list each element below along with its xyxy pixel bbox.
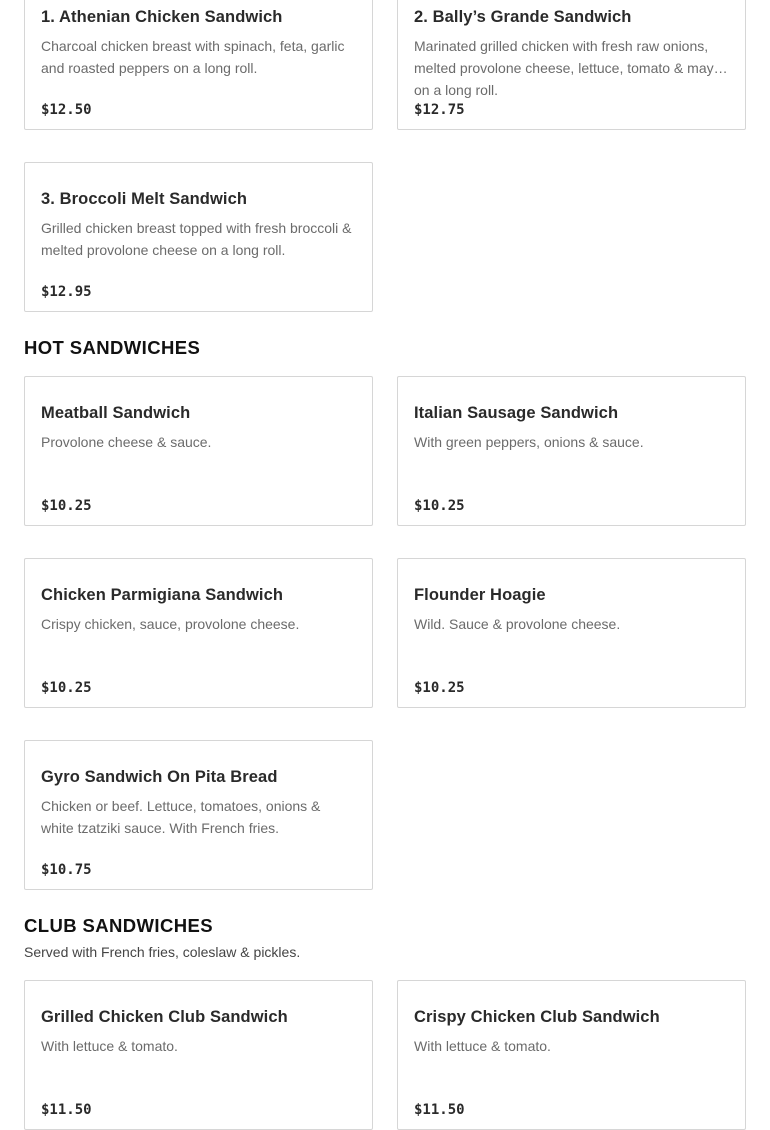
menu-item-price: $12.75: [414, 102, 465, 118]
menu-item-card[interactable]: [24, 558, 373, 708]
menu-item-price: $12.50: [41, 102, 92, 118]
menu-item-card[interactable]: [24, 980, 373, 1130]
menu-item-description: Chicken or beef. Lettuce, tomatoes, onions & white tzatziki sauce. With French fries.: [41, 798, 321, 836]
menu-items-grid: [24, 980, 746, 1130]
section-title-hot-sandwiches: HOT SANDWICHES: [24, 337, 201, 358]
menu-item-description: Charcoal chicken breast with spinach, feta, garlic and roasted peppers on a long roll.: [41, 38, 345, 76]
menu-items-grid: [24, 0, 746, 312]
menu-item-description: With lettuce & tomato.: [41, 1038, 178, 1054]
menu-item-card[interactable]: [24, 0, 373, 130]
menu-item-card[interactable]: [397, 0, 746, 130]
menu-item-name: 3. Broccoli Melt Sandwich: [41, 190, 248, 208]
menu-item-card[interactable]: [397, 558, 746, 708]
section-subtitle: Served with French fries, coleslaw & pickles.: [24, 944, 301, 960]
menu-item-name: Flounder Hoagie: [414, 586, 546, 604]
menu-item-description: Wild. Sauce & provolone cheese.: [414, 616, 621, 632]
menu-item-card[interactable]: [24, 376, 373, 526]
section-title-club-sandwiches: CLUB SANDWICHES: [24, 915, 213, 936]
menu-item-price: $10.25: [414, 680, 465, 696]
menu-item-description: Provolone cheese & sauce.: [41, 434, 212, 450]
menu-item-price: $10.25: [41, 498, 92, 514]
menu-item-price: $11.50: [41, 1102, 92, 1118]
menu-item-description: Marinated grilled chicken with fresh raw onions, melted provolone cheese, lettuce, tomato & mayo on a long roll.: [414, 38, 722, 98]
menu-item-name: Grilled Chicken Club Sandwich: [41, 1008, 288, 1026]
menu-item-description: Grilled chicken breast topped with fresh broccoli & melted provolone cheese on a long roll.: [41, 220, 352, 258]
menu-item-name: 2. Bally’s Grande Sandwich: [414, 8, 632, 26]
menu-item-name: Italian Sausage Sandwich: [414, 404, 619, 422]
menu-items-grid: [24, 376, 746, 890]
menu-item-description: With lettuce & tomato.: [414, 1038, 551, 1054]
menu-item-name: 1. Athenian Chicken Sandwich: [41, 8, 283, 26]
menu-item-price: $10.25: [41, 680, 92, 696]
menu-item-description: With green peppers, onions & sauce.: [414, 434, 644, 450]
menu-item-card[interactable]: [397, 980, 746, 1130]
menu-item-name: Gyro Sandwich On Pita Bread: [41, 768, 278, 786]
menu-item-name: Meatball Sandwich: [41, 404, 191, 422]
menu-item-price: $12.95: [41, 284, 92, 300]
menu-item-card[interactable]: [24, 162, 373, 312]
menu-item-price: $10.25: [414, 498, 465, 514]
menu-item-name: Crispy Chicken Club Sandwich: [414, 1008, 660, 1026]
menu-item-description: Crispy chicken, sauce, provolone cheese.: [41, 616, 300, 632]
menu-item-name: Chicken Parmigiana Sandwich: [41, 586, 284, 604]
menu-item-card[interactable]: [24, 740, 373, 890]
menu-item-price: $11.50: [414, 1102, 465, 1118]
menu-item-price: $10.75: [41, 862, 92, 878]
menu-item-card[interactable]: [397, 376, 746, 526]
